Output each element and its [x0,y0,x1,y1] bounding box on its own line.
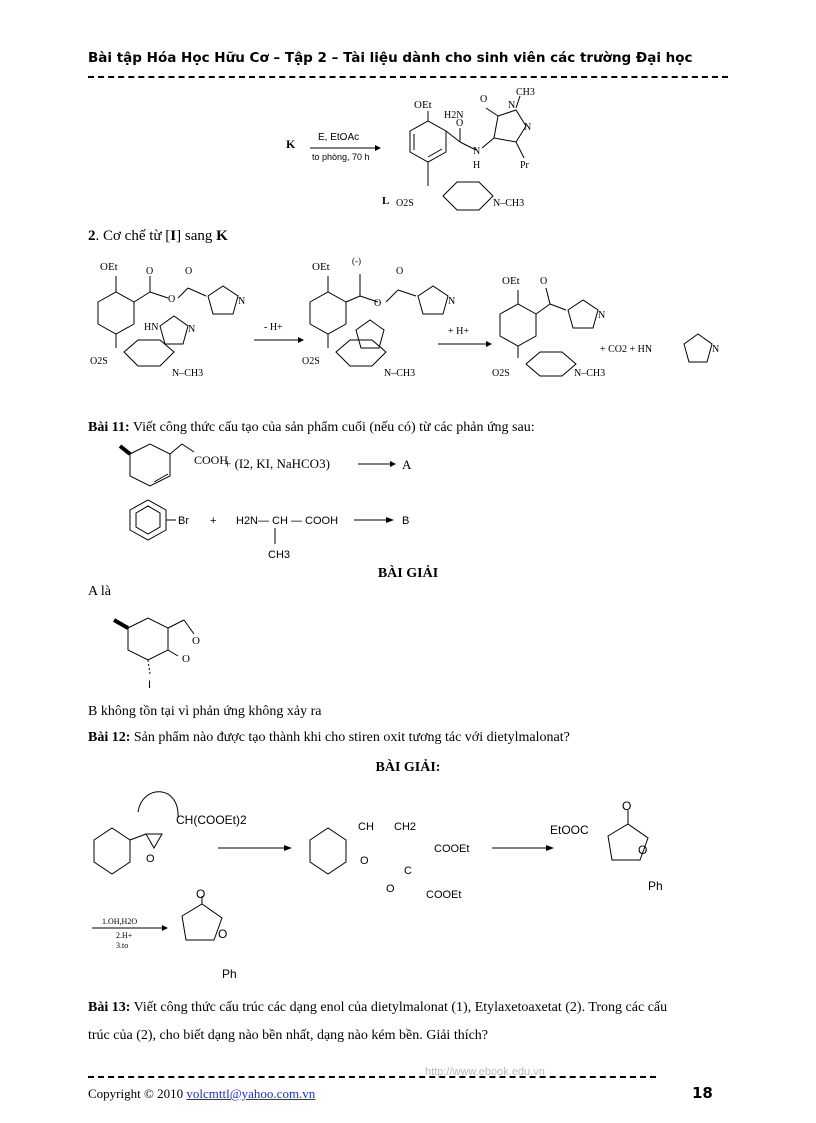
svg-text:O: O [168,294,176,305]
svg-text:O: O [146,853,155,865]
svg-text:1.OH,H2O: 1.OH,H2O [102,917,138,926]
svg-text:N: N [598,310,606,321]
svg-text:N: N [473,146,481,157]
svg-text:O: O [456,118,464,129]
svg-text:L: L [382,195,390,207]
svg-text:COOH: COOH [194,453,229,467]
svg-text:O: O [540,276,548,287]
footer-copyright: Copyright © 2010 volcmttl@yahoo.com.vn [88,1086,316,1101]
svg-text:COOEt: COOEt [434,843,470,855]
reactant-k: K [286,137,296,151]
svg-text:EtOOC: EtOOC [550,823,589,837]
svg-text:C: C [404,865,412,877]
watermark: http://www.ebook.edu.vn [425,1066,545,1078]
reaction-k-to-l [280,86,580,216]
svg-text:Ph: Ph [648,879,663,893]
svg-text:N: N [524,122,532,133]
svg-text:O: O [146,266,154,277]
svg-text:COOEt: COOEt [426,889,462,901]
svg-text:O: O [638,843,648,857]
svg-text:OEt: OEt [312,261,330,273]
svg-text:N: N [238,296,246,307]
mechanism-scheme [88,252,728,392]
svg-text:Br: Br [178,515,189,527]
svg-text:O: O [396,266,404,277]
svg-text:3.to: 3.to [116,941,129,950]
svg-text:A: A [402,457,412,472]
svg-text:O: O [480,94,488,105]
svg-text:O2S: O2S [396,198,414,209]
svg-text:CH3: CH3 [268,549,291,561]
svg-text:OEt: OEt [502,275,520,287]
svg-text:O2S: O2S [492,368,510,379]
svg-text:OEt: OEt [414,99,432,111]
svg-text:O: O [196,887,206,901]
page-header: Bài tập Hóa Học Hữu Cơ – Tập 2 – Tài liệu dành cho sinh viên các trường Đại học [88,50,693,66]
svg-text:+ CO2 + HN: + CO2 + HN [600,344,653,355]
answer-b: B không tồn tại vì phản ứng không xảy ra [88,704,322,719]
svg-text:OEt: OEt [100,261,118,273]
svg-text:+ (I2, KI, NaHCO3): + (I2, KI, NaHCO3) [224,456,330,471]
header-divider [88,76,728,78]
solution-title-12: BÀI GIẢI: [375,760,441,775]
svg-text:O: O [218,927,228,941]
svg-text:CH: CH [358,821,374,833]
svg-text:O2S: O2S [90,356,108,367]
bai-13-question: Bài 13: Viết công thức cấu trúc các dạng enol của dietylmalonat (1), Etylaxetoaxetat (2). Trong các cấu trúc của (2), cho biết dạng nào bền nhất, dạng nào kém bền. Giải thích? [88,1000,668,1043]
svg-text:(-): (-) [352,256,361,266]
svg-text:N–CH3: N–CH3 [493,198,525,209]
svg-text:Ph: Ph [222,967,237,981]
svg-text:CH(COOEt)2: CH(COOEt)2 [176,813,247,827]
svg-text:+: + [210,515,217,527]
svg-text:O: O [386,883,395,895]
bai-11-reactions [110,440,450,570]
svg-text:N: N [508,100,516,111]
svg-text:+ H+: + H+ [448,326,470,337]
bai-12-question: Bài 12: Sản phẩm nào được tạo thành khi cho stiren oxit tương tác với dietylmalonat? [88,730,570,745]
svg-text:O: O [185,266,193,277]
product-a-structure [104,604,214,694]
condition-label: to phòng, 70 h [312,152,370,162]
svg-text:O: O [182,653,190,665]
bai-12-mechanism [88,778,728,988]
svg-text:N–CH3: N–CH3 [574,368,606,379]
svg-text:N–CH3: N–CH3 [172,368,204,379]
svg-text:Pr: Pr [520,160,529,171]
svg-text:H2N: H2N [444,110,464,121]
svg-text:CH3: CH3 [516,87,535,98]
svg-text:HN: HN [144,322,159,333]
answer-a-label: A là [88,584,111,599]
svg-text:2.H+: 2.H+ [116,931,133,940]
svg-text:O2S: O2S [302,356,320,367]
page-number: 18 [692,1084,713,1102]
svg-text:B: B [402,515,410,527]
footer-email-link[interactable]: volcmttl@yahoo.com.vn [186,1086,316,1101]
reagent-label: E, EtOAc [318,132,360,143]
svg-text:O: O [192,635,200,647]
svg-text:O: O [374,298,382,309]
svg-text:I: I [148,679,152,691]
svg-text:N: N [448,296,456,307]
solution-title-11: BÀI GIẢI [377,566,439,581]
svg-text:- H+: - H+ [264,322,283,333]
svg-text:N–CH3: N–CH3 [384,368,416,379]
svg-text:H: H [473,160,481,171]
footer-divider [88,1076,656,1078]
svg-text:N: N [712,344,720,355]
svg-text:O: O [622,799,632,813]
svg-text:N: N [188,324,196,335]
svg-text:H2N— CH — COOH: H2N— CH — COOH [236,515,339,527]
section-2-heading: 2. Cơ chế từ [I] sang K [88,228,228,244]
svg-text:O: O [360,855,369,867]
bai-11-question: Bài 11: Viết công thức cấu tạo của sản phẩm cuối (nếu có) từ các phản ứng sau: [88,420,535,435]
svg-text:CH2: CH2 [394,821,417,833]
